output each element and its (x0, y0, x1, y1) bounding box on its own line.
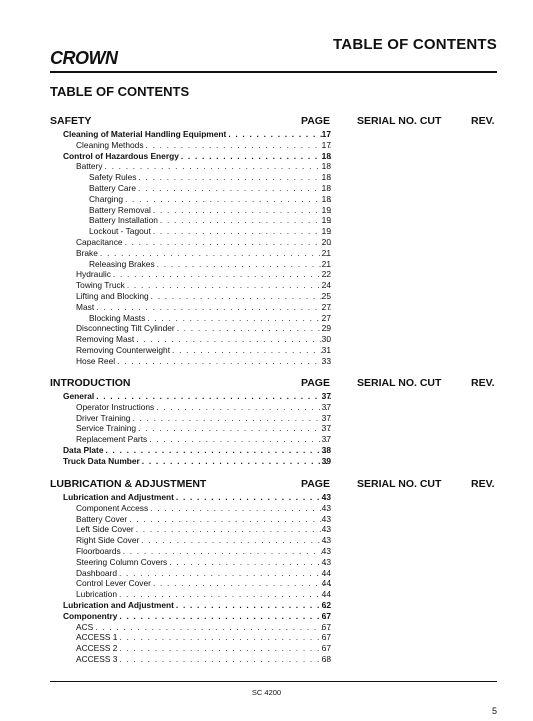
page-title: TABLE OF CONTENTS (333, 36, 497, 53)
toc-entry[interactable] (0, 183, 533, 194)
toc-entry[interactable] (0, 622, 533, 633)
toc-entry[interactable] (0, 334, 533, 345)
dot-leader (153, 578, 331, 589)
entry-label: Driver Training (76, 412, 131, 423)
entry-page-number: 43 (321, 545, 331, 556)
entry-page-number: 17 (321, 129, 331, 139)
dot-leader (117, 356, 331, 367)
toc-entry[interactable] (0, 524, 533, 535)
dot-leader (123, 546, 331, 557)
toc-entry[interactable] (0, 259, 533, 270)
entry-page-number: 18 (321, 150, 331, 161)
entry-label: Battery (76, 161, 103, 172)
toc-title: TABLE OF CONTENTS (50, 84, 190, 99)
dot-leader (129, 514, 331, 525)
entry-label: Right Side Cover (76, 535, 140, 546)
toc-entry[interactable] (0, 643, 533, 654)
entry-label: Safety Rules (89, 172, 137, 183)
toc-entry[interactable] (0, 492, 533, 503)
section-header (0, 377, 533, 391)
toc-entry[interactable] (0, 323, 533, 334)
entry-page-number: 21 (321, 258, 331, 269)
toc-entry[interactable] (0, 129, 533, 140)
toc-entry[interactable] (0, 345, 533, 356)
entry-label: Control of Hazardous Energy (63, 150, 179, 161)
entry-page-number: 37 (321, 423, 331, 434)
entry-page-number: 18 (321, 182, 331, 193)
dot-leader (95, 622, 331, 633)
entry-label: Brake (76, 247, 98, 258)
dot-leader (96, 391, 331, 402)
dot-leader (147, 313, 331, 324)
toc-entry[interactable] (0, 434, 533, 445)
entry-page-number: 37 (321, 401, 331, 412)
toc-entry[interactable] (0, 161, 533, 172)
dot-leader (146, 140, 331, 151)
entry-label: Left Side Cover (76, 524, 134, 535)
toc-entry[interactable] (0, 654, 533, 665)
header-rule (50, 71, 497, 73)
entry-label: Steering Column Covers (76, 556, 168, 567)
entry-label: Dashboard (76, 567, 117, 578)
dot-leader (136, 334, 331, 345)
toc-entry[interactable] (0, 280, 533, 291)
entry-page-number: 29 (321, 323, 331, 334)
toc-section (0, 115, 533, 367)
dot-leader (119, 632, 331, 643)
document-code: SC 4200 (251, 688, 282, 697)
entry-label: Lubrication (76, 589, 117, 600)
dot-leader (228, 129, 331, 140)
entry-page-number: 25 (321, 290, 331, 301)
dot-leader (156, 402, 331, 413)
toc-entry[interactable] (0, 423, 533, 434)
dot-leader (132, 413, 331, 424)
entry-page-number: 68 (321, 653, 331, 664)
dot-leader (138, 183, 331, 194)
toc-entry[interactable] (0, 632, 533, 643)
toc-entry[interactable] (0, 248, 533, 259)
toc-entry[interactable] (0, 546, 533, 557)
dot-leader (125, 194, 331, 205)
entry-page-number: 62 (321, 599, 331, 610)
entry-label: Lubrication and Adjustment (63, 599, 174, 610)
dot-leader (125, 237, 331, 248)
entry-label: Hydraulic (76, 269, 111, 280)
dot-leader (153, 205, 331, 216)
entry-label: Mast (76, 301, 95, 312)
section-header (0, 115, 533, 129)
entry-page-number: 20 (321, 236, 331, 247)
entry-page-number: 43 (321, 492, 331, 502)
dot-leader (142, 456, 331, 467)
entry-label: Truck Data Number (63, 455, 140, 466)
dot-leader (149, 434, 331, 445)
toc-entry[interactable] (0, 356, 533, 367)
entry-label: Battery Installation (89, 215, 158, 226)
dot-leader (119, 611, 331, 622)
toc-entry[interactable] (0, 302, 533, 313)
entry-label: Lockout - Tagout (89, 226, 151, 237)
dot-leader (119, 654, 331, 665)
dot-leader (169, 557, 331, 568)
toc-entry[interactable] (0, 215, 533, 226)
entry-label: Battery Removal (89, 204, 151, 215)
entry-page-number: 30 (321, 334, 331, 345)
entry-page-number: 38 (321, 444, 331, 455)
rev-column-header: REV. (471, 115, 495, 127)
page-column-header: PAGE (301, 115, 330, 127)
dot-leader (119, 568, 331, 579)
entry-page-number: 31 (321, 344, 331, 355)
serial-column-header: SERIAL NO. CUT (357, 115, 442, 127)
entry-label: Control Lever Cover (76, 578, 151, 589)
entry-page-number: 67 (321, 632, 331, 643)
serial-column-header: SERIAL NO. CUT (357, 377, 442, 389)
entry-label: Releasing Brakes (89, 258, 155, 269)
rev-column-header: REV. (471, 377, 495, 389)
toc-entry[interactable] (0, 600, 533, 611)
entry-page-number: 37 (321, 391, 331, 401)
entry-page-number: 67 (321, 610, 331, 621)
toc-entry[interactable] (0, 456, 533, 467)
entry-label: Floorboards (76, 545, 121, 556)
entry-label: Componentry (63, 610, 118, 621)
entry-label: Data Plate (63, 444, 104, 455)
entry-label: Service Training (76, 423, 137, 434)
page-number: 5 (491, 706, 497, 716)
entry-label: Battery Care (89, 182, 137, 193)
entry-page-number: 44 (321, 578, 331, 589)
dot-leader (160, 215, 331, 226)
entry-page-number: 18 (321, 161, 331, 172)
entry-page-number: 18 (321, 193, 331, 204)
dot-leader (181, 151, 331, 162)
toc-entry[interactable] (0, 589, 533, 600)
entry-page-number: 67 (321, 643, 331, 654)
entry-label: Towing Truck (76, 280, 125, 291)
entry-page-number: 39 (321, 455, 331, 466)
toc-entry[interactable] (0, 205, 533, 216)
entry-label: ACCESS 3 (76, 653, 118, 664)
entry-page-number: 37 (321, 412, 331, 423)
toc-entry[interactable] (0, 226, 533, 237)
toc-entry[interactable] (0, 557, 533, 568)
toc-entry[interactable] (0, 503, 533, 514)
entry-page-number: 44 (321, 589, 331, 600)
entry-label: ACCESS 1 (76, 632, 118, 643)
entry-page-number: 19 (321, 204, 331, 215)
entry-label: Cleaning of Material Handling Equipment (63, 129, 227, 139)
toc-entry[interactable] (0, 578, 533, 589)
entry-page-number: 43 (321, 502, 331, 513)
entry-page-number: 33 (321, 355, 331, 366)
section-header (0, 478, 533, 492)
entry-label: Lifting and Blocking (76, 290, 149, 301)
entry-page-number: 19 (321, 226, 331, 237)
dot-leader (106, 445, 332, 456)
dot-leader (119, 589, 331, 600)
entry-page-number: 21 (321, 247, 331, 258)
toc-entry[interactable] (0, 237, 533, 248)
dot-leader (172, 345, 331, 356)
toc-entry[interactable] (0, 269, 533, 280)
toc-section (0, 478, 533, 665)
entry-page-number: 67 (321, 621, 331, 632)
entry-label: Capacitance (76, 236, 123, 247)
dot-leader (96, 302, 331, 313)
entry-page-number: 27 (321, 312, 331, 323)
crown-logo (50, 48, 130, 68)
entry-label: Disconnecting Tilt Cylinder (76, 323, 175, 334)
toc-section (0, 377, 533, 467)
toc-entry[interactable] (0, 611, 533, 622)
toc-entry[interactable] (0, 313, 533, 324)
page-column-header: PAGE (301, 478, 330, 490)
entry-label: Battery Cover (76, 513, 128, 524)
toc-entry[interactable] (0, 140, 533, 151)
entry-page-number: 43 (321, 535, 331, 546)
dot-leader (113, 269, 331, 280)
dot-leader (157, 259, 331, 270)
entry-page-number: 24 (321, 280, 331, 291)
serial-column-header: SERIAL NO. CUT (357, 478, 442, 490)
entry-page-number: 44 (321, 567, 331, 578)
dot-leader (105, 161, 331, 172)
dot-leader (176, 600, 331, 611)
page-column-header: PAGE (301, 377, 330, 389)
entry-page-number: 43 (321, 513, 331, 524)
section-name: INTRODUCTION (50, 377, 131, 389)
logo-text: CROWN (50, 48, 118, 68)
toc-entry[interactable] (0, 402, 533, 413)
entry-page-number: 43 (321, 524, 331, 535)
entry-page-number: 43 (321, 556, 331, 567)
toc-entry[interactable] (0, 172, 533, 183)
dot-leader (150, 503, 331, 514)
section-name: SAFETY (50, 115, 92, 127)
entry-page-number: 18 (321, 172, 331, 183)
toc-entry[interactable] (0, 514, 533, 525)
toc-entry[interactable] (0, 445, 533, 456)
dot-leader (153, 226, 331, 237)
dot-leader (138, 423, 331, 434)
dot-leader (141, 535, 331, 546)
toc-entry[interactable] (0, 568, 533, 579)
footer-rule (50, 681, 497, 682)
entry-label: ACCESS 2 (76, 643, 118, 654)
entry-page-number: 19 (321, 215, 331, 226)
entry-label: Removing Mast (76, 334, 135, 345)
entry-label: Component Access (76, 502, 149, 513)
dot-leader (138, 172, 331, 183)
entry-label: Cleaning Methods (76, 139, 144, 150)
toc-entry[interactable] (0, 535, 533, 546)
entry-label: Lubrication and Adjustment (63, 492, 174, 502)
entry-label: Removing Counterweight (76, 344, 171, 355)
dot-leader (100, 248, 331, 259)
dot-leader (127, 280, 331, 291)
toc-entry[interactable] (0, 194, 533, 205)
entry-label: ACS (76, 621, 94, 632)
entry-page-number: 17 (321, 139, 331, 150)
dot-leader (177, 323, 331, 334)
entry-label: Charging (89, 193, 123, 204)
toc-entry[interactable] (0, 391, 533, 402)
section-name: LUBRICATION & ADJUSTMENT (50, 478, 207, 490)
dot-leader (136, 524, 331, 535)
toc-entry[interactable] (0, 413, 533, 424)
dot-leader (119, 643, 331, 654)
entry-page-number: 22 (321, 269, 331, 280)
entry-label: Operator Instructions (76, 401, 155, 412)
dot-leader (151, 291, 331, 302)
entry-label: Replacement Parts (76, 434, 148, 445)
entry-label: Blocking Masts (89, 312, 146, 323)
entry-page-number: 37 (321, 434, 331, 445)
rev-column-header: REV. (471, 478, 495, 490)
entry-page-number: 27 (321, 301, 331, 312)
entry-label: General (63, 391, 95, 401)
toc-entry[interactable] (0, 151, 533, 162)
dot-leader (176, 492, 331, 503)
toc-entry[interactable] (0, 291, 533, 302)
entry-label: Hose Reel (76, 355, 116, 366)
